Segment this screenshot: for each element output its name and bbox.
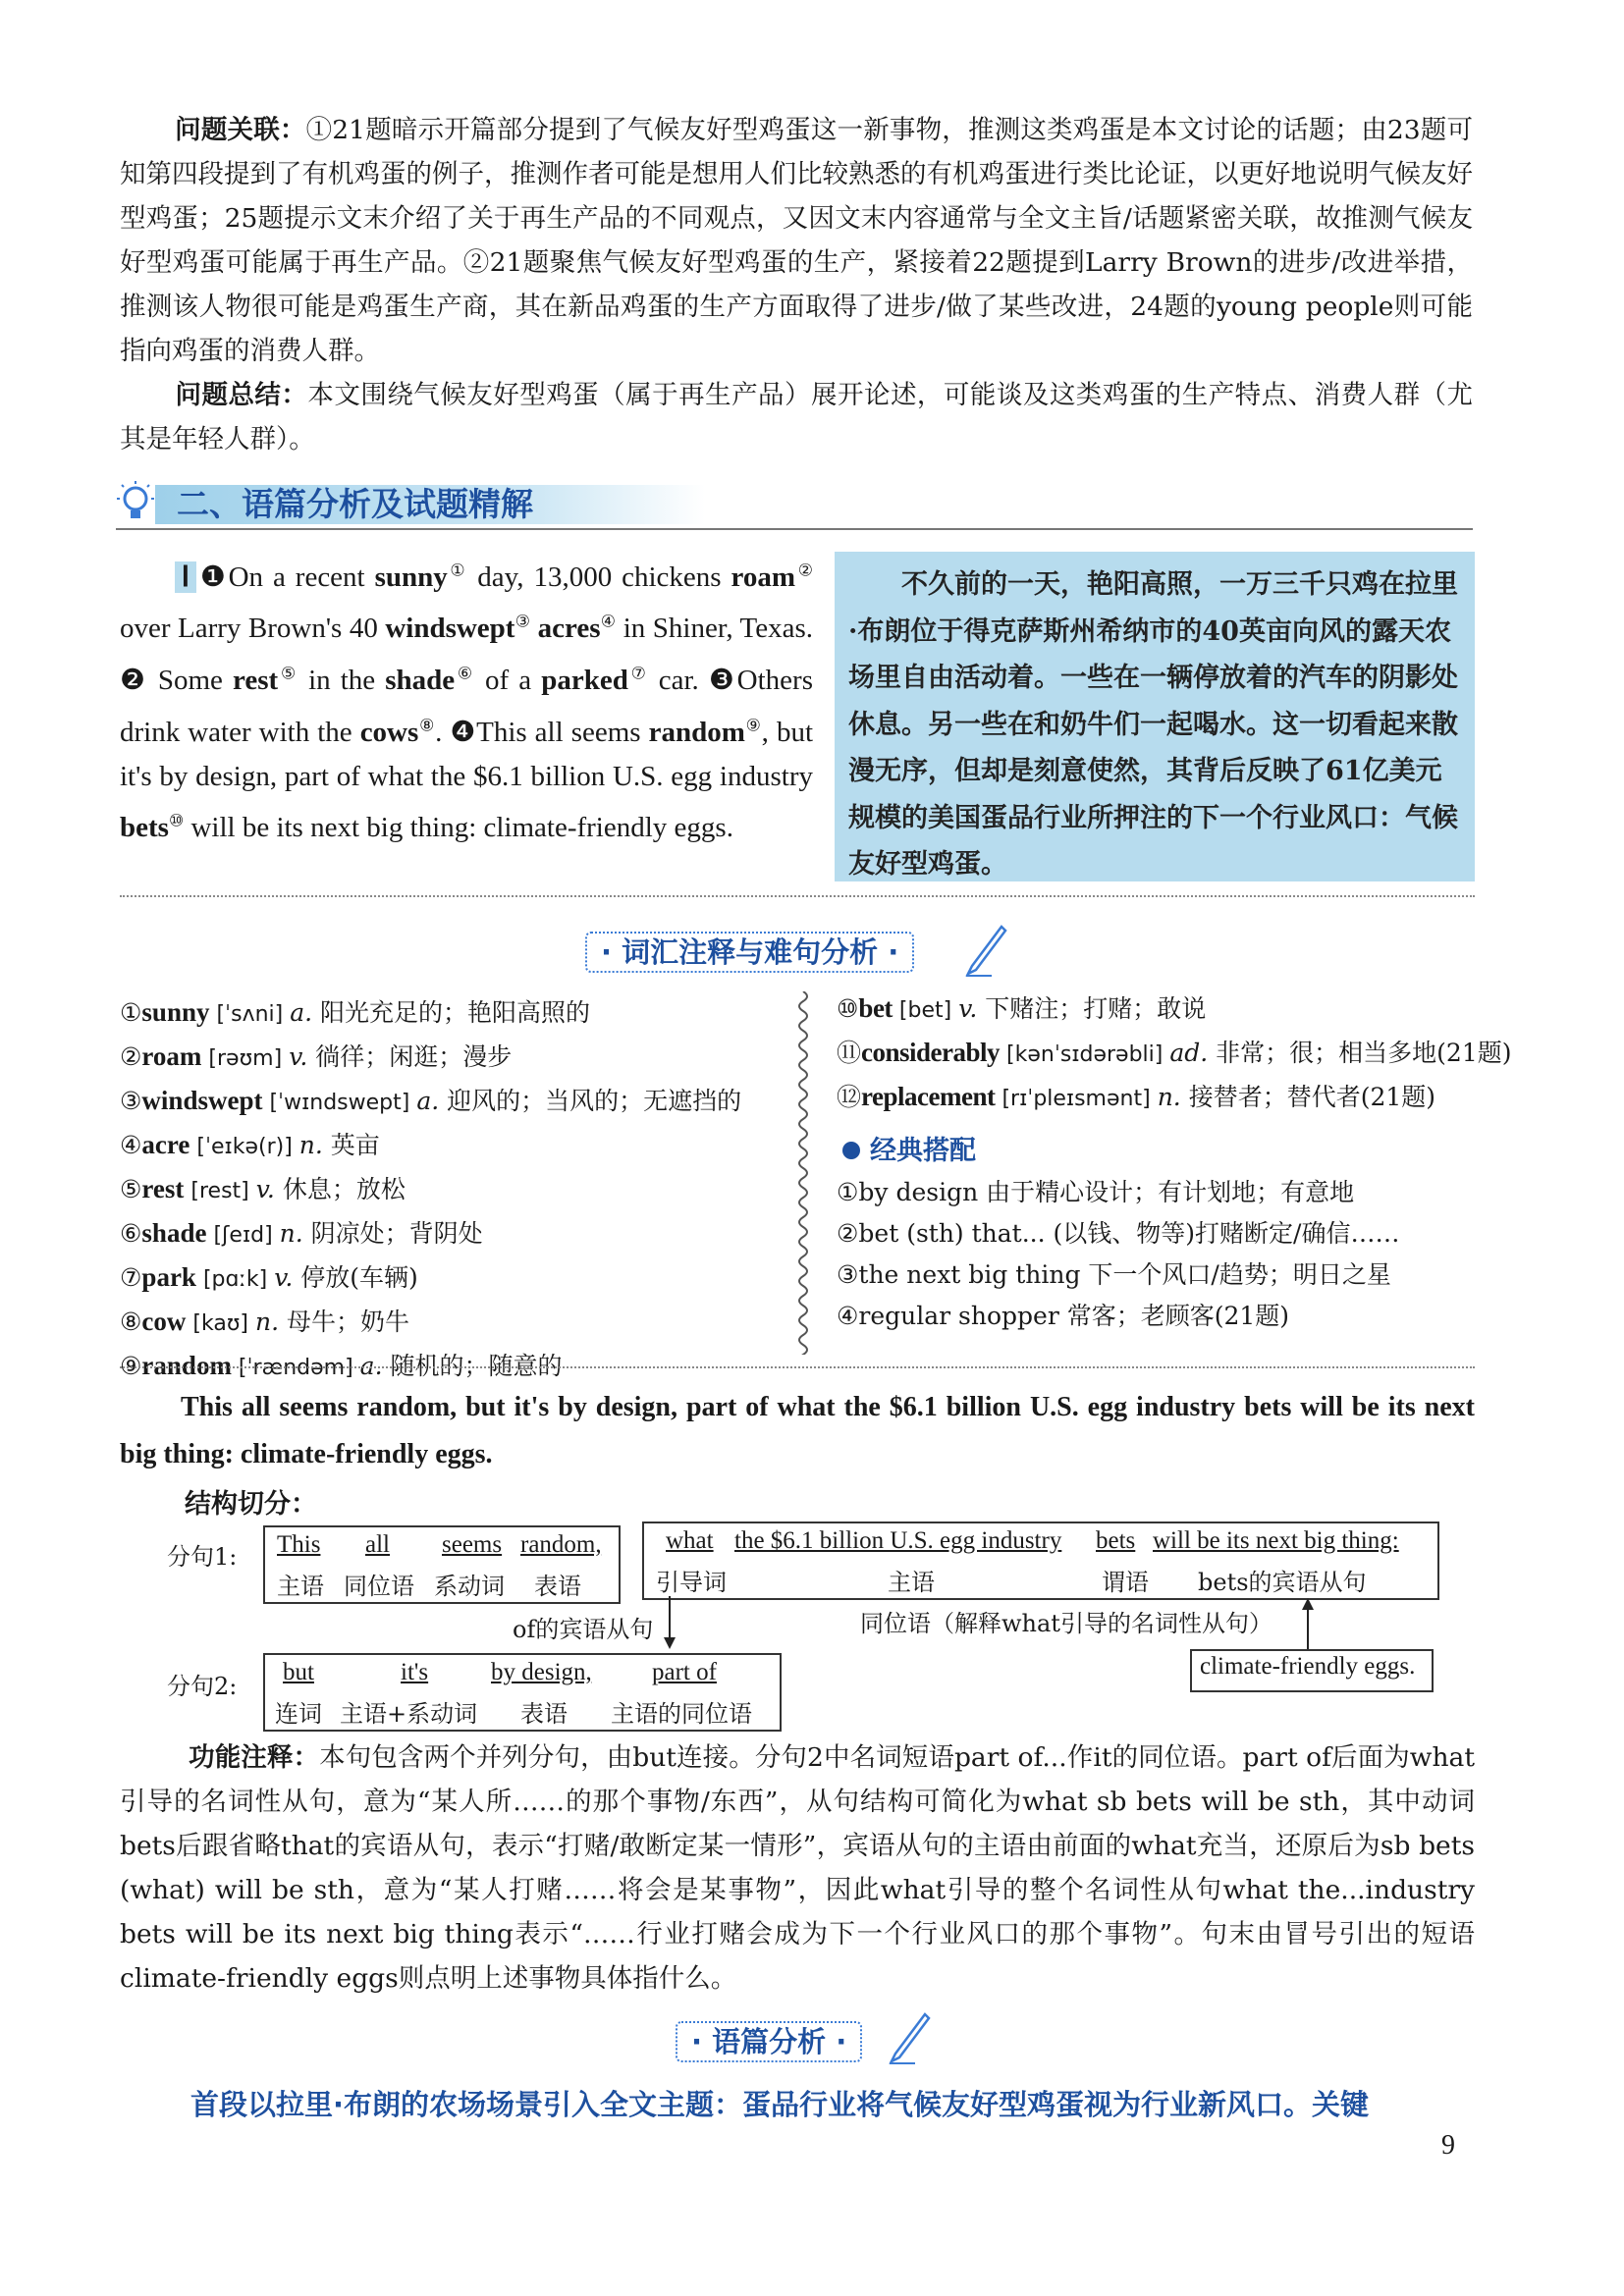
- vocab-def: 下赌注；打赌；敢说: [985, 994, 1207, 1023]
- passage-segment: will be its next big thing: climate-friendly eggs.: [184, 812, 733, 844]
- structure-label: 结构切分：: [185, 1489, 317, 1520]
- vocab-num: ⑤: [120, 1175, 142, 1203]
- vocab-pos: n.: [254, 1308, 287, 1336]
- vocab-keyword: random: [648, 716, 745, 748]
- vocab-def: 停放(车辆): [300, 1263, 418, 1292]
- arrow-down-icon: [660, 1596, 679, 1651]
- vocab-ipa: [ˈsʌni]: [209, 1002, 291, 1027]
- function-label: 功能注释：: [189, 1742, 320, 1773]
- c3-word-1: it's: [401, 1659, 429, 1685]
- vocab-def: 非常；很；相当多地(21题): [1216, 1039, 1512, 1067]
- arrow-up-icon: [1298, 1596, 1318, 1649]
- vocab-pos: a.: [359, 1352, 391, 1380]
- c1-word-0: This: [277, 1531, 321, 1558]
- c2-word-0: what: [666, 1527, 714, 1554]
- vocab-def: 阳光充足的；艳阳高照的: [320, 998, 591, 1027]
- vocab-keyword: acres: [537, 613, 601, 645]
- vocab-num: ⑩: [837, 994, 859, 1023]
- c1-role-3: 表语: [534, 1573, 581, 1600]
- vocab-num: ②: [120, 1042, 142, 1071]
- vocab-keyword: parked: [541, 664, 628, 696]
- c2-role-2: 谓语: [1102, 1569, 1149, 1596]
- vocab-def: 休息；放松: [282, 1175, 406, 1203]
- passage-segment: of a: [474, 664, 542, 696]
- passage-segment: in the: [298, 664, 386, 696]
- collocations-title: 经典搭配: [870, 1136, 976, 1166]
- vocab-word: acre: [141, 1130, 190, 1159]
- footnote-marker: ⑧: [418, 715, 436, 734]
- footnote-marker: ⑦: [627, 664, 649, 683]
- c2-word-2: bets: [1096, 1527, 1136, 1554]
- c2-role-0: 引导词: [656, 1569, 727, 1596]
- pen-icon: [886, 2010, 933, 2065]
- vocab-word: sunny: [141, 997, 210, 1027]
- passage-segment: in Shiner, Texas. ❷ Some: [120, 613, 813, 696]
- c3-word-2: by design,: [491, 1659, 592, 1685]
- vocab-pos: ad.: [1169, 1039, 1217, 1067]
- footnote-marker: ①: [447, 561, 468, 579]
- discourse-line: 首段以拉里·布朗的农场场景引入全文主题：蛋品行业将气候友好型鸡蛋视为行业新风口。关键: [190, 2088, 1370, 2121]
- intro-text-2: 本文围绕气候友好型鸡蛋（属于再生产品）展开论述，可能谈及这类鸡蛋的生产特点、消费人群（尤其是年轻人群）。: [120, 380, 1474, 454]
- of-note: of的宾语从句: [513, 1616, 654, 1643]
- vocab-keyword: windswept: [385, 613, 515, 645]
- section-title: 二、语篇分析及试题精解: [177, 485, 533, 523]
- vocab-num: ⑧: [120, 1308, 142, 1336]
- vocab-keyword: shade: [385, 664, 456, 696]
- cf-box-text: climate-friendly eggs.: [1200, 1653, 1416, 1680]
- vocab-def: 母牛；奶牛: [286, 1308, 409, 1336]
- vocab-num: ⑪: [837, 1039, 862, 1067]
- collocation-item: ④regular shopper 常客；老顾客(21题): [837, 1302, 1290, 1330]
- footnote-marker: ④: [600, 612, 617, 631]
- vocab-word: replacement: [861, 1082, 996, 1111]
- vocab-pos: v.: [274, 1263, 301, 1292]
- vocab-word: windswept: [141, 1086, 263, 1115]
- vocab-ipa: [pɑːk]: [195, 1267, 275, 1292]
- c1-role-1: 同位语: [344, 1573, 414, 1600]
- vocab-pos: a.: [416, 1087, 448, 1115]
- vocab-def: 阴凉处；背阴处: [310, 1219, 483, 1248]
- c3-role-1: 主语+系动词: [340, 1700, 478, 1728]
- vocab-num: ⑥: [120, 1219, 142, 1248]
- vocab-ipa: [kənˈsɪdərəbli]: [1000, 1042, 1170, 1067]
- vocab-pos: v.: [255, 1175, 283, 1203]
- vocab-num: ①: [120, 998, 142, 1027]
- c2-role-1: 主语: [888, 1569, 935, 1596]
- footnote-marker: ②: [795, 561, 813, 579]
- c3-word-3: part of: [652, 1659, 717, 1685]
- vocab-pill: · 词汇注释与难句分析 ·: [585, 932, 914, 973]
- vocab-def: 徜徉；闲逛；漫步: [315, 1042, 513, 1071]
- vocab-ipa: [kaʊ]: [186, 1311, 255, 1336]
- vocab-num: ④: [120, 1131, 142, 1159]
- passage-segment: over Larry Brown's 40: [120, 613, 386, 645]
- vocab-pos: v.: [289, 1042, 316, 1071]
- vocab-keyword: sunny: [374, 561, 448, 593]
- intro-text-1: ①21题暗示开篇部分提到了气候友好型鸡蛋这一新事物，推测这类鸡蛋是本文讨论的话题；由23题可知第四段提到了有机鸡蛋的例子，推测作者可能是想用人们比较熟悉的有机鸡蛋进行类比论证，以更好地说明气候友好型鸡蛋；25题提示文末介绍了关于再生产品的不同观点，又因文末内容通常与全文主旨/话题紧密关联，故推测气候友好型鸡蛋可能属于再生产品。②21题聚焦气候友好型鸡蛋的生产，紧接着22题提到Larry Brown的进步/改进举措，推测该人物很可能是鸡蛋生产商，其在新品鸡蛋的生产方面取得了进步/做了某些改进，24题的young people则可能指向鸡蛋的消费人群。: [120, 115, 1473, 366]
- vocab-def: 英亩: [330, 1131, 380, 1159]
- c3-word-0: but: [283, 1659, 314, 1685]
- vocab-num: ③: [120, 1087, 142, 1115]
- footnote-marker: ⑥: [455, 664, 475, 683]
- c2-word-1: the $6.1 billion U.S. egg industry: [734, 1527, 1062, 1554]
- c1-word-3: random,: [520, 1531, 602, 1558]
- paragraph-marker: Ⅰ: [175, 561, 196, 593]
- vocab-keyword: bets: [120, 812, 169, 844]
- function-text: 本句包含两个并列分句，由but连接。分句2中名词短语part of...作it的同位语。part of后面为what引导的名词性从句，意为“某人所……的那个事物/东西”，从句结构可简化为what sb bets will be sth，其中动词bets后跟省略that的宾语从句，表示“打赌/敢断定某一情形”，宾语从句的主语由前面的what充当，还原后为sb bets (what) will be sth，意为“某人打赌……将会是某事物”，因此what引导的整个名词性从句what the...industry bets will be its next big thing表示“……行业打赌会成为下一个行业风口的那个事物”。句末由冒号引出的短语climate-friendly eggs则点明上述事物具体指什么。: [120, 1742, 1475, 1994]
- vocab-ipa: [rəʊm]: [201, 1046, 290, 1071]
- passage-segment: . ❹This all seems: [435, 716, 649, 748]
- c2-word-3: will be its next big thing:: [1153, 1527, 1399, 1554]
- vocab-keyword: cows: [359, 716, 419, 748]
- collocation-item: ②bet (sth) that... (以钱、物等)打赌断定/确信……: [837, 1219, 1400, 1248]
- vocab-word: roam: [141, 1041, 202, 1071]
- footnote-marker: ⑤: [278, 664, 299, 683]
- page-number: 9: [1441, 2130, 1455, 2161]
- vocab-pos: n.: [298, 1131, 331, 1159]
- c3-role-2: 表语: [520, 1700, 568, 1728]
- translation-text: 不久前的一天，艳阳高照，一万三千只鸡在拉里·布朗位于得克萨斯州希纳市的40英亩向风的露天农场里自由活动着。一些在一辆停放着的汽车的阴影处休息。另一些在和奶牛们一起喝水。这一切看起来散漫无序，但却是刻意使然，其背后反映了61亿美元规模的美国蛋品行业所押注的下一个行业风口：气候友好型鸡蛋。: [848, 569, 1458, 880]
- vocab-def: 随机的；随意的: [390, 1352, 563, 1380]
- vocab-def: 接替者；替代者(21题): [1188, 1083, 1436, 1111]
- vocab-pos: n.: [1157, 1083, 1189, 1111]
- c2-role-3: bets的宾语从句: [1198, 1569, 1367, 1596]
- c3-role-0: 连词: [275, 1700, 322, 1728]
- c1-word-1: all: [365, 1531, 390, 1558]
- hard-sentence-text: This all seems random, but it's by design, part of what the $6.1 billion U.S. egg industry bets will be its next big thing: climate-friendly eggs.: [120, 1392, 1475, 1469]
- footnote-marker: ⑩: [168, 811, 185, 830]
- discourse-heading: [676, 2020, 862, 2060]
- vocab-word: considerably: [861, 1038, 1001, 1067]
- footnote-marker: ③: [514, 612, 531, 631]
- vocab-def: 迎风的；当风的；无遮挡的: [447, 1087, 742, 1115]
- vocab-ipa: [bet]: [892, 998, 959, 1023]
- vocab-ipa: [rɪˈpleɪsmənt]: [995, 1087, 1158, 1111]
- vocab-ipa: [ʃeɪd]: [206, 1223, 280, 1248]
- c1-role-0: 主语: [277, 1573, 324, 1600]
- vocab-word: park: [141, 1262, 196, 1292]
- vocab-word: rest: [141, 1174, 185, 1203]
- function-note: [120, 1735, 1475, 2001]
- collocation-item: ①by design 由于精心设计；有计划地；有意地: [837, 1178, 1355, 1206]
- footnote-marker: ⑨: [744, 715, 762, 734]
- vocab-num: ⑫: [837, 1083, 862, 1111]
- passage-segment: ❶On a recent: [199, 561, 375, 593]
- vocab-keyword: roam: [731, 561, 796, 593]
- vocab-word: shade: [141, 1218, 207, 1248]
- passage-segment: , but it's by design, part of what the $6.1 billion U.S. egg industry: [120, 716, 813, 792]
- c1-word-2: seems: [442, 1531, 503, 1558]
- vocab-pos: v.: [958, 994, 986, 1023]
- c3-role-3: 主语的同位语: [611, 1700, 752, 1728]
- vocab-pos: a.: [290, 998, 321, 1027]
- vocab-ipa: [ˈwɪndswept]: [262, 1091, 417, 1115]
- vocab-num: ⑨: [120, 1352, 142, 1380]
- discourse-pill: · 语篇分析 ·: [676, 2021, 862, 2062]
- collocation-item: ③the next big thing 下一个风口/趋势；明日之星: [837, 1260, 1391, 1289]
- vocab-word: bet: [858, 993, 893, 1023]
- passage-segment: car. ❸Others drink water with the: [120, 664, 813, 748]
- appos-note: 同位语（解释what引导的名词性从句）: [860, 1610, 1272, 1637]
- intro-label-2: 问题总结：: [175, 380, 308, 410]
- vocab-pos: n.: [279, 1219, 311, 1248]
- vocab-ipa: [ˈrændəm]: [231, 1356, 360, 1380]
- vocab-ipa: [rest]: [184, 1179, 256, 1203]
- passage-segment: day, 13,000 chickens: [467, 561, 731, 593]
- clause1-label: 分句1:: [167, 1543, 238, 1571]
- vocab-keyword: rest: [232, 664, 279, 696]
- vocab-word: cow: [141, 1307, 187, 1336]
- vocab-num: ⑦: [120, 1263, 142, 1292]
- vocab-ipa: [ˈeɪkə(r)]: [189, 1135, 299, 1159]
- intro-label-1: 问题关联：: [175, 115, 306, 145]
- clause2-label: 分句2:: [167, 1673, 238, 1700]
- c1-role-2: 系动词: [434, 1573, 505, 1600]
- vocab-word: random: [141, 1351, 232, 1380]
